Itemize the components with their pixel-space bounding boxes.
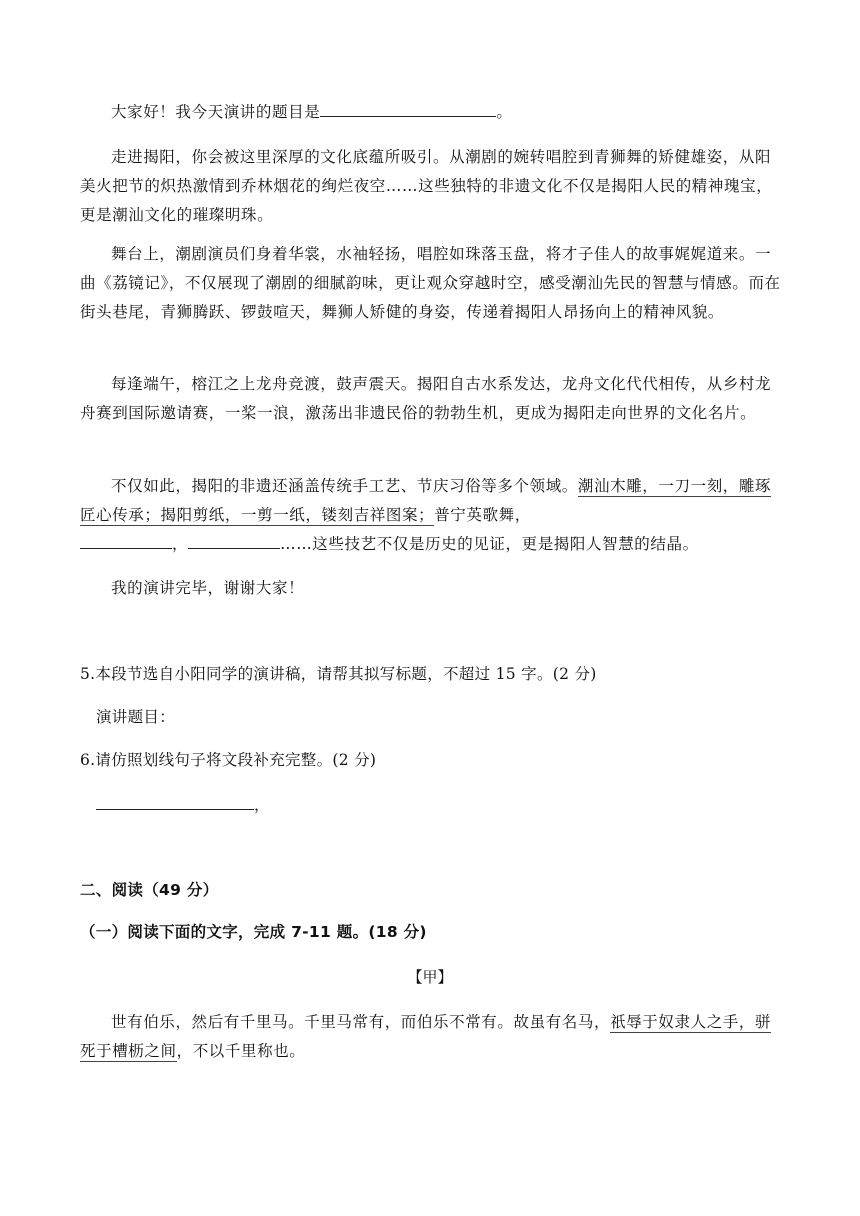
speech-title-answer-label: 演讲题目： bbox=[96, 708, 176, 726]
passage-label: 【甲】 bbox=[407, 968, 453, 986]
section-heading: 二、阅读（49 分） bbox=[80, 881, 219, 899]
passage-jia: 世有伯乐，然后有千里马。千里马常有，而伯乐不常有。故虽有名马，祇辱于奴隶人之手，骈死于槽枥之间，不以千里称也。 bbox=[80, 1013, 772, 1060]
question-6-answer-line: ， bbox=[96, 793, 270, 817]
underlined-phrase: 祇辱于奴隶人之手，骈死于槽枥之间 bbox=[80, 1013, 772, 1060]
title-blank[interactable] bbox=[320, 100, 496, 117]
speech-paragraph-crafts: 不仅如此，揭阳的非遗还涵盖传统手工艺、节庆习俗等多个领域。潮汕木雕，一刀一刻，雕琢匠心传承；揭阳剪纸，一剪一纸，镂刻吉祥图案；普宁英歌舞， ， ……这些技艺不仅是历史的见证，更是揭阳人智慧的结晶。 bbox=[80, 477, 772, 553]
fill-blank-1[interactable] bbox=[80, 532, 172, 549]
speech-closing: 我的演讲完毕，谢谢大家！ bbox=[111, 579, 305, 597]
speech-paragraph-chaoju: 舞台上，潮剧演员们身着华裳，水袖轻扬，唱腔如珠落玉盘，将才子佳人的故事娓娓道来。一曲《荔镜记》，不仅展现了潮剧的细腻韵味，更让观众穿越时空，感受潮汕先民的智慧与情感。而在街头巷尾，青狮腾跃、锣鼓喧天，舞狮人矫健的身姿，传递着揭阳人昂扬向上的精神风貌。 bbox=[80, 245, 781, 321]
question-5: 5.本段节选自小阳同学的演讲稿，请帮其拟写标题，不超过 15 字。(2 分) bbox=[80, 665, 597, 683]
question-6: 6.请仿照划线句子将文段补充完整。(2 分) bbox=[80, 751, 377, 769]
underlined-sentence: 潮汕木雕，一刀一刻，雕琢匠心传承；揭阳剪纸，一剪一纸，镂刻吉祥图案； bbox=[80, 477, 772, 524]
speech-paragraph-dragon-boat: 每逢端午，榕江之上龙舟竞渡，鼓声震天。揭阳自古水系发达，龙舟文化代代相传，从乡村龙舟赛到国际邀请赛，一桨一浪，激荡出非遗民俗的勃勃生机，更成为揭阳走向世界的文化名片。 bbox=[80, 375, 772, 422]
speech-greeting: 大家好！我今天演讲的题目是 。 bbox=[80, 98, 785, 127]
fill-blank-2[interactable] bbox=[188, 532, 280, 549]
speech-paragraph-intro: 走进揭阳，你会被这里深厚的文化底蕴所吸引。从潮剧的婉转唱腔到青狮舞的矫健雄姿，从阳美火把节的炽热激情到乔林烟花的绚烂夜空……这些独特的非遗文化不仅是揭阳人民的精神瑰宝，更是潮汕文化的璀璨明珠。 bbox=[80, 148, 773, 224]
answer-blank[interactable] bbox=[96, 793, 254, 810]
sub-section-heading: （一）阅读下面的文字，完成 7-11 题。(18 分) bbox=[80, 923, 427, 941]
